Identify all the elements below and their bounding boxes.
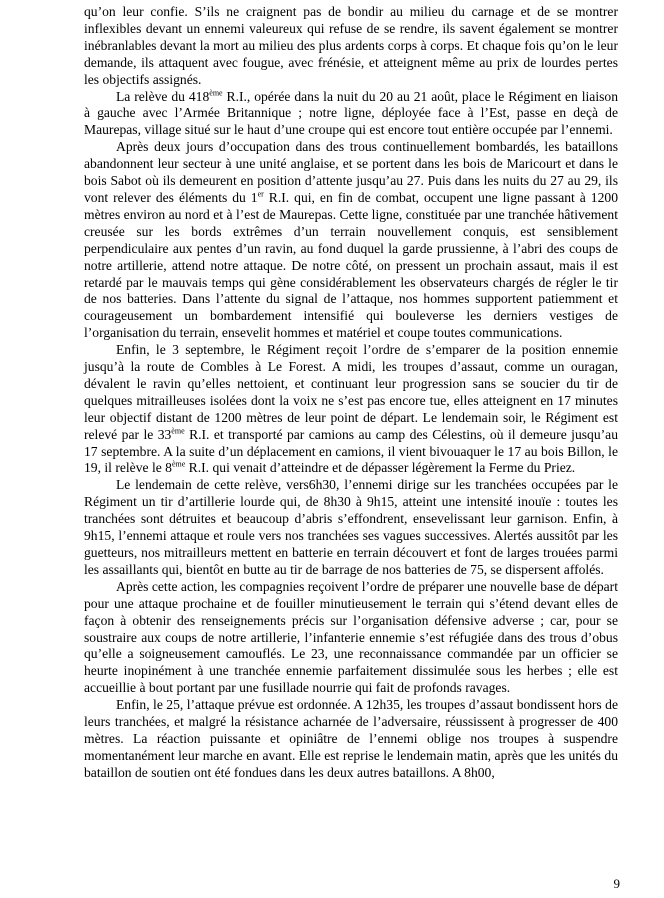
- paragraph-text: R.I. qui venait d’atteindre et de dépasser légèrement la Ferme du Priez.: [185, 460, 576, 476]
- paragraph: [84, 139, 618, 342]
- body-text: [84, 4, 618, 782]
- paragraph-text: Après cette action, les compagnies reçoivent l’ordre de préparer une nouvelle base de départ pour une attaque prochaine et de fouiller minutieusement le terrain qui s’étend devant elles de façon à obtenir des renseignements précis sur l’organisation défensive adverse ; car, pour se soustraire aux coups de notre artillerie, l’infanterie ennemie s’est réfugiée dans des trous d’obus qu’elle a soigneusement camouflés. Le 23, une reconnaissance commandée par un officier se heurte inopinément à une tranchée ennemie parfaitement dissimulée sous les herbes ; elle est accueillie à bout portant par une fusillade nourrie qui fait de profonds ravages.: [84, 578, 618, 696]
- paragraph: [84, 342, 618, 477]
- paragraph: [84, 89, 618, 140]
- page-number: 9: [613, 876, 620, 891]
- paragraph: [84, 579, 618, 697]
- paragraph-text: R.I. qui, en fin de combat, occupent une ligne passant à 1200 mètres environ au nord et à l’est de Maurepas. Cette ligne, constituée par une tranchée hâtivement creusée sur les bords extrêmes d’un terrain nouvellement conquis, est sensiblement perpendiculaire aux pentes d’un ravin, au fond duquel la garde prussienne, à l’abri des coups de notre artillerie, attend notre attaque. De notre côté, on pressent un prochain assaut, mais il est retardé par le mauvais temps qui gène considérablement les observateurs chargés de régler le tir de nos batteries. Dans l’attente du signal de l’attaque, nos hommes supportent patiemment et courageusement un bombardement intensifié qui bouleverse les derniers vestiges de l’organisation du terrain, ensevelit hommes et matériel et coupe toutes communications.: [84, 189, 618, 341]
- paragraph-text: R.I. et transporté par camions au camp des Célestins, où il demeure jusqu’au 17 septembre. A la suite d’un déplacement en camions, il vient bivouaquer le 17 au bois Billon, le 19, il relève le 8: [84, 426, 618, 476]
- paragraph-text: Enfin, le 3 septembre, le Régiment reçoit l’ordre de s’emparer de la position ennemie jusqu’à la route de Combles à Le Forest. A midi, les troupes d’assaut, comme un ouragan, dévalent le ravin qu’elles nettoient, et continuant leur progression sans se soucier du tir de quelques mitrailleuses isolées dont la voix ne s’est pas encore tue, elles atteignent en 17 minutes leur objectif distant de 1200 mètres de leur point de départ. Le lendemain soir, le Régiment est relevé par le 33: [84, 342, 618, 442]
- paragraph: [84, 4, 618, 89]
- paragraph-text: Le lendemain de cette relève, vers6h30, l’ennemi dirige sur les tranchées occupées par le Régiment un tir d’artillerie lourde qui, de 8h30 à 9h15, atteint une intensité inouïe : toutes les tranchées sont détruites et beaucoup d’abris s’effondrent, ensevelissant leur garnison. Enfin, à 9h15, l’ennemi attaque et roule vers nos tranchées ses vagues successives. Alertés aussitôt par les guetteurs, nos mitrailleurs mettent en batterie en terrain découvert et font de larges trouées parmi les assaillants qui, bientôt en butte au tir de barrage de nos batteries de 75, se dispersent affolés.: [84, 477, 618, 577]
- paragraph-text: qu’on leur confie. S’ils ne craignent pas de bondir au milieu du carnage et de se montrer inflexibles devant un ennemi valeureux qui refuse de se rendre, ils savent également se montrer inébranlables devant la mort au milieu des plus ardents corps à corps. Et chaque fois qu’on le leur demande, ils attaquent avec fougue, avec frénésie, et atteignent même au prix de lourdes pertes les objectifs assignés.: [84, 4, 618, 87]
- paragraph-text: La relève du 418: [116, 88, 210, 104]
- ordinal-superscript: er: [257, 189, 264, 199]
- paragraph-text: Après deux jours d’occupation dans des trous continuellement bombardés, les bataillons abandonnent leur secteur à une unité anglaise, et se portent dans les bois de Maricourt et dans le bois Sabot où ils demeurent en position d’attente jusqu’au 27. Puis dans les nuits du 27 au 29, ils vont relever des éléments du 1: [84, 139, 618, 205]
- ordinal-superscript: ème: [171, 459, 186, 469]
- paragraph-text: R.I., opérée dans la nuit du 20 au 21 août, place le Régiment en liaison à gauche avec l’Armée Britannique ; notre ligne, déployée face à l’Est, passe en deçà de Maurepas, village situé sur le haut d’une croupe qui est encore tout entière occupée par l’ennemi.: [84, 88, 618, 138]
- paragraph: [84, 477, 618, 578]
- ordinal-superscript: ème: [209, 88, 223, 97]
- ordinal-superscript: ème: [171, 426, 185, 436]
- paragraph: [84, 697, 618, 782]
- paragraph-text: Enfin, le 25, l’attaque prévue est ordonnée. A 12h35, les troupes d’assaut bondissent hors de leurs tranchées, et malgré la résistance acharnée de l’adversaire, réussissent à progresser de 400 mètres. La réaction puissante et opiniâtre de l’ennemi oblige nos troupes à suspendre momentanément leur marche en avant. Elle est reprise le lendemain matin, après que les unités du bataillon de soutien ont été fondues dans les deux autres bataillons. A 8h00,: [84, 697, 618, 780]
